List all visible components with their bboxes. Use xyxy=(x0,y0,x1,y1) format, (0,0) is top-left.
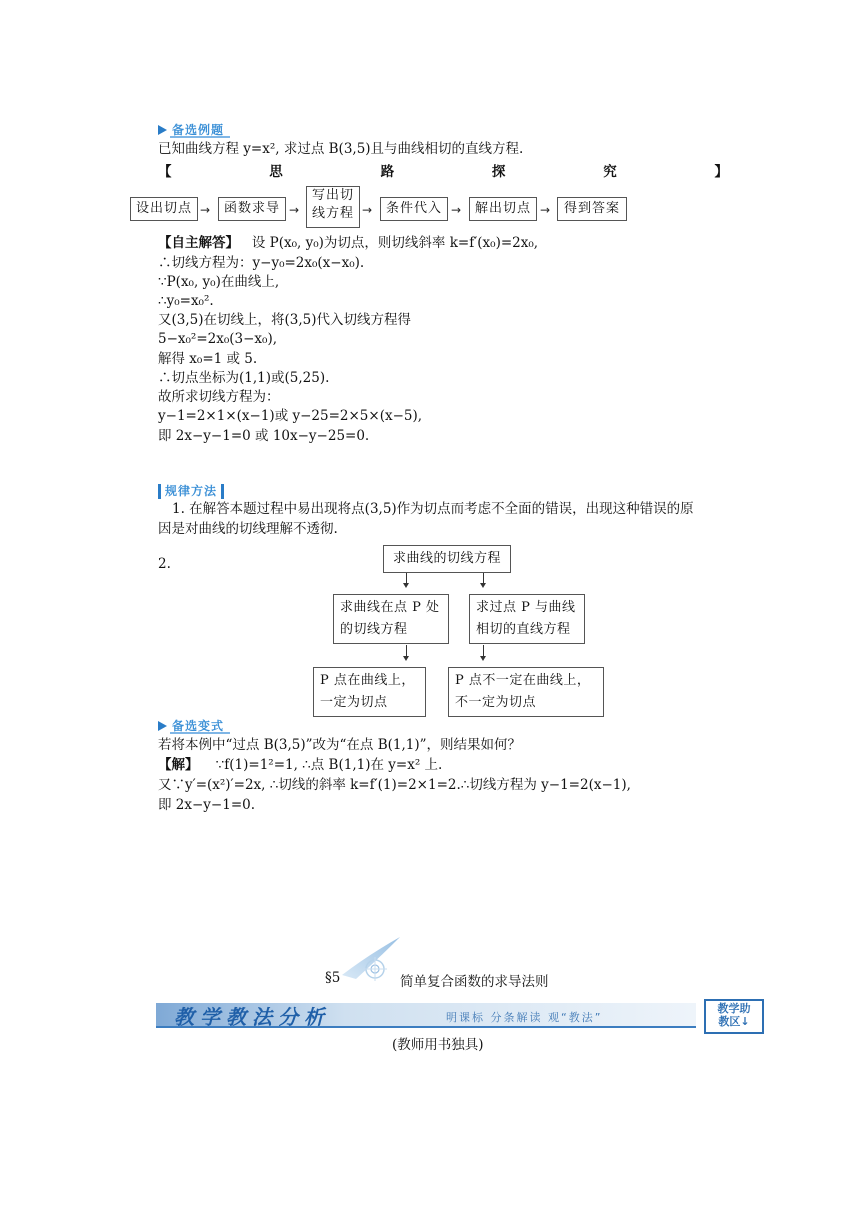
solution-line: 即 2x−y−1=0 或 10x−y−25=0. xyxy=(158,428,370,444)
solution-line: ∴y₀=x₀². xyxy=(158,293,214,309)
variant-tag: 备选变式 xyxy=(158,718,230,734)
example-problem: 已知曲线方程 y=x², 求过点 B(3,5)且与曲线相切的直线方程. xyxy=(158,141,524,157)
solution-line: ∵P(x₀, y₀)在曲线上, xyxy=(158,274,280,290)
flow-arrow-icon: → xyxy=(540,203,551,217)
flow-step-3-line: 写出切 xyxy=(311,188,354,203)
variant-answer-line2: 又∵y′=(x²)′=2x, ∴切线的斜率 k=f′(1)=2×1=2.∴切线方程为 y−1=2(x−1), xyxy=(158,777,631,793)
teaching-banner xyxy=(156,999,764,1031)
thinking-title-char: 【 xyxy=(158,164,172,180)
flow-arrow-icon: → xyxy=(289,203,300,217)
section-emblem-icon xyxy=(338,935,404,985)
diagram-right-bottom-box: P 点不一定在曲线上，不一定为切点 xyxy=(448,667,604,717)
flow-step-4: 条件代入 xyxy=(380,197,448,221)
diagram-left-bottom-box: P 点在曲线上，一定为切点 xyxy=(313,667,426,717)
banner-title: 教学教法分析 xyxy=(174,1005,330,1029)
thinking-title-char: 探 xyxy=(491,164,506,180)
method-tag: 规律方法 xyxy=(158,484,224,499)
solution-line: 解得 x₀=1 或 5. xyxy=(158,351,258,367)
thinking-title xyxy=(158,160,728,178)
banner-badge-line: 教区↓ xyxy=(718,1015,750,1028)
variant-answer-line3: 即 2x−y−1=0. xyxy=(158,797,256,813)
section-number: §5 xyxy=(325,970,341,986)
example-tag: 备选例题 xyxy=(158,122,230,138)
flow-step-3-line: 线方程 xyxy=(311,206,354,221)
arrow-down-icon xyxy=(403,656,409,661)
method-point2-label: 2. xyxy=(158,556,171,572)
solution-line: ∴切线方程为：y−y₀=2x₀(x−x₀). xyxy=(158,255,365,271)
method-point1-line2: 因是对曲线的切线理解不透彻. xyxy=(158,521,338,537)
flow-step-3 xyxy=(306,186,360,228)
solution-first-line xyxy=(158,234,538,252)
method-point1-line1: 1. 在解答本题过程中易出现将点(3,5)作为切点而考虑不全面的错误，出现这种错误的原 xyxy=(172,501,694,517)
flow-step-6: 得到答案 xyxy=(557,197,627,221)
solution-line: y−1=2×1×(x−1)或 y−25=2×5×(x−5), xyxy=(158,408,423,424)
arrow-down-icon xyxy=(403,583,409,588)
flow-step-5: 解出切点 xyxy=(469,197,537,221)
variant-answer-text: ∵f(1)=1²=1, ∴点 B(1,1)在 y=x² 上. xyxy=(215,757,443,773)
banner-badge xyxy=(704,999,764,1034)
thinking-title-char: 路 xyxy=(380,164,395,180)
flow-arrow-icon: → xyxy=(362,203,373,217)
solution-header: 【自主解答】 xyxy=(158,235,239,251)
arrow-down-icon xyxy=(480,656,486,661)
solution-line: 又(3,5)在切线上，将(3,5)代入切线方程得 xyxy=(158,312,412,328)
variant-question: 若将本例中“过点 B(3,5)”改为“在点 B(1,1)”，则结果如何？ xyxy=(158,737,522,753)
variant-answer-header: 【解】 xyxy=(158,757,199,773)
flow-step-1: 设出切点 xyxy=(130,197,198,221)
diagram-right-mid-box: 求过点 P 与曲线相切的直线方程 xyxy=(469,594,585,644)
thinking-title-char: 究 xyxy=(603,164,617,180)
teacher-note: (教师用书独具) xyxy=(392,1037,484,1053)
flow-arrow-icon: → xyxy=(451,203,462,217)
solution-line: 设 P(x₀, y₀)为切点，则切线斜率 k=f′(x₀)=2x₀, xyxy=(251,235,539,251)
thinking-title-char: 】 xyxy=(714,164,728,180)
banner-badge-line: 教学助 xyxy=(717,1002,751,1015)
variant-answer-line1 xyxy=(158,756,442,774)
diagram-top-box: 求曲线的切线方程 xyxy=(383,545,511,573)
banner-subtitle: 明课标 分条解读 观“教法” xyxy=(446,1011,603,1024)
solution-line: ∴切点坐标为(1,1)或(5,25). xyxy=(158,370,330,386)
thinking-title-char: 思 xyxy=(269,164,283,180)
diagram-left-mid-box: 求曲线在点 P 处的切线方程 xyxy=(333,594,449,644)
arrow-down-icon xyxy=(480,583,486,588)
solution-line: 5−x₀²=2x₀(3−x₀), xyxy=(158,331,278,347)
flow-step-2: 函数求导 xyxy=(218,197,286,221)
section-title: 简单复合函数的求导法则 xyxy=(400,974,549,990)
flow-arrow-icon: → xyxy=(200,203,211,217)
solution-line: 故所求切线方程为： xyxy=(158,389,280,405)
